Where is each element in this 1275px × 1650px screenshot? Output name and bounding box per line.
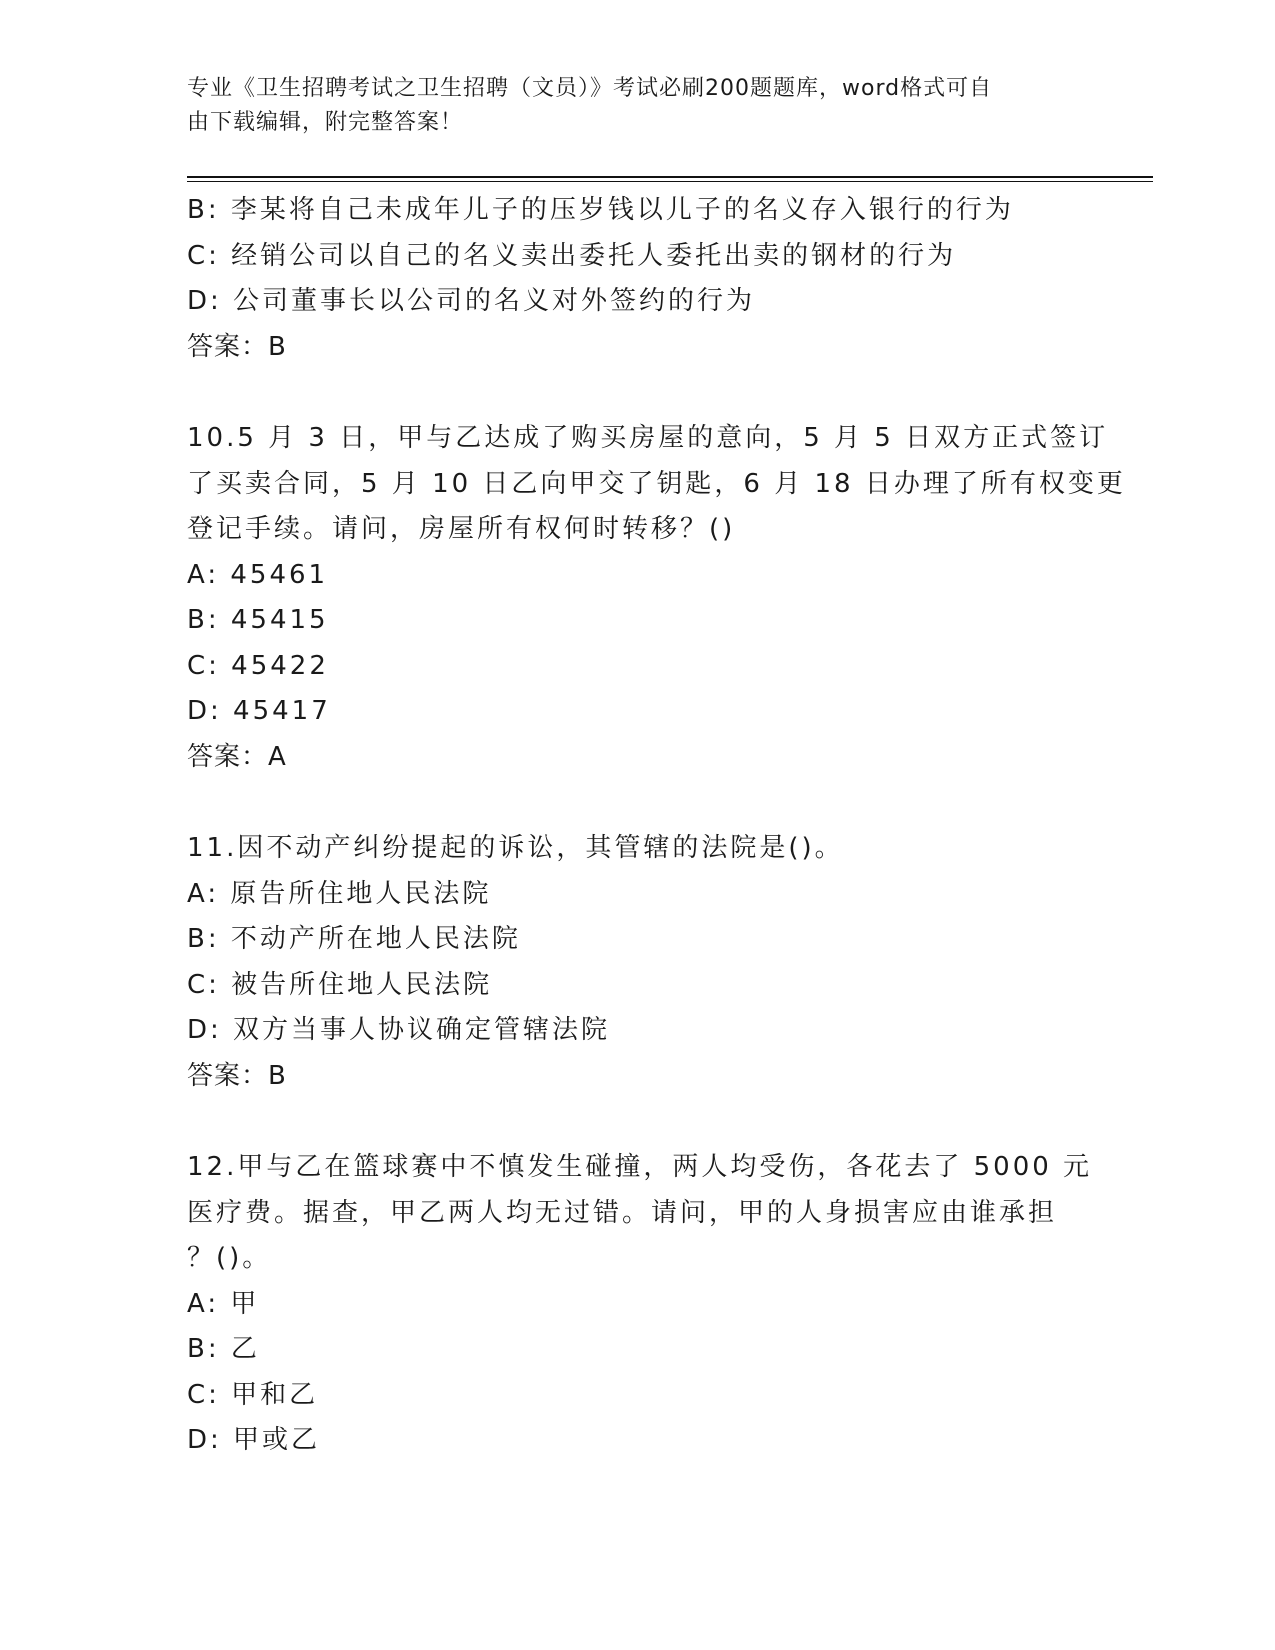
question-text-line: 11.因不动产纠纷提起的诉讼，其管辖的法院是()。 — [187, 833, 844, 863]
question-text-line: 了买卖合同，5 月 10 日乙向甲交了钥匙，6 月 18 日办理了所有权变更 — [187, 468, 1126, 499]
option-d: D: 45417 — [187, 696, 331, 726]
question-list — [187, 188, 1126, 1464]
spacer — [187, 1099, 1087, 1145]
question-10 — [187, 416, 1126, 780]
option-b: B: 45415 — [187, 605, 329, 635]
option-d: D: 公司董事长以公司的名义对外签约的行为 — [187, 286, 756, 316]
answer-line: 答案：B — [187, 1060, 287, 1091]
question-text-line: 12.甲与乙在篮球赛中不慎发生碰撞，两人均受伤，各花去了 5000 元 — [187, 1152, 1093, 1182]
question-9-remainder — [187, 188, 1087, 370]
answer-line: 答案：A — [187, 741, 287, 772]
header-line-1: 专业《卫生招聘考试之卫生招聘（文员）》考试必刷200题题库，word格式可自 — [187, 76, 993, 101]
answer-line: 答案：B — [187, 331, 287, 362]
header-line-2: 由下载编辑，附完整答案！ — [187, 110, 464, 135]
option-a: A: 甲 — [187, 1288, 260, 1319]
question-text-line: ？()。 — [187, 1243, 272, 1273]
spacer — [187, 370, 1087, 416]
question-11 — [187, 826, 1087, 1099]
option-c: C: 45422 — [187, 650, 329, 681]
question-text-line: 医疗费。据查，甲乙两人均无过错。请问，甲的人身损害应由谁承担 — [187, 1197, 1058, 1228]
option-b: B: 不动产所在地人民法院 — [187, 924, 521, 954]
option-c: C: 被告所住地人民法院 — [187, 969, 493, 1000]
option-c: C: 经销公司以自己的名义卖出委托人委托出卖的钢材的行为 — [187, 240, 957, 271]
option-c: C: 甲和乙 — [187, 1379, 319, 1410]
option-d: D: 双方当事人协议确定管辖法院 — [187, 1015, 611, 1045]
document-header — [187, 72, 1067, 140]
header-divider-thin — [187, 181, 1153, 182]
question-text-line: 10.5 月 3 日，甲与乙达成了购买房屋的意向，5 月 5 日双方正式签订 — [187, 423, 1109, 453]
option-b: B: 乙 — [187, 1334, 260, 1364]
option-b: B: 李某将自己未成年儿子的压岁钱以儿子的名义存入银行的行为 — [187, 195, 1014, 225]
question-12 — [187, 1145, 1093, 1464]
option-d: D: 甲或乙 — [187, 1425, 321, 1455]
option-a: A: 45461 — [187, 559, 329, 590]
spacer — [187, 780, 1087, 826]
option-a: A: 原告所住地人民法院 — [187, 878, 492, 909]
header-divider-thick — [187, 176, 1153, 178]
question-text-line: 登记手续。请问，房屋所有权何时转移？() — [187, 514, 736, 544]
